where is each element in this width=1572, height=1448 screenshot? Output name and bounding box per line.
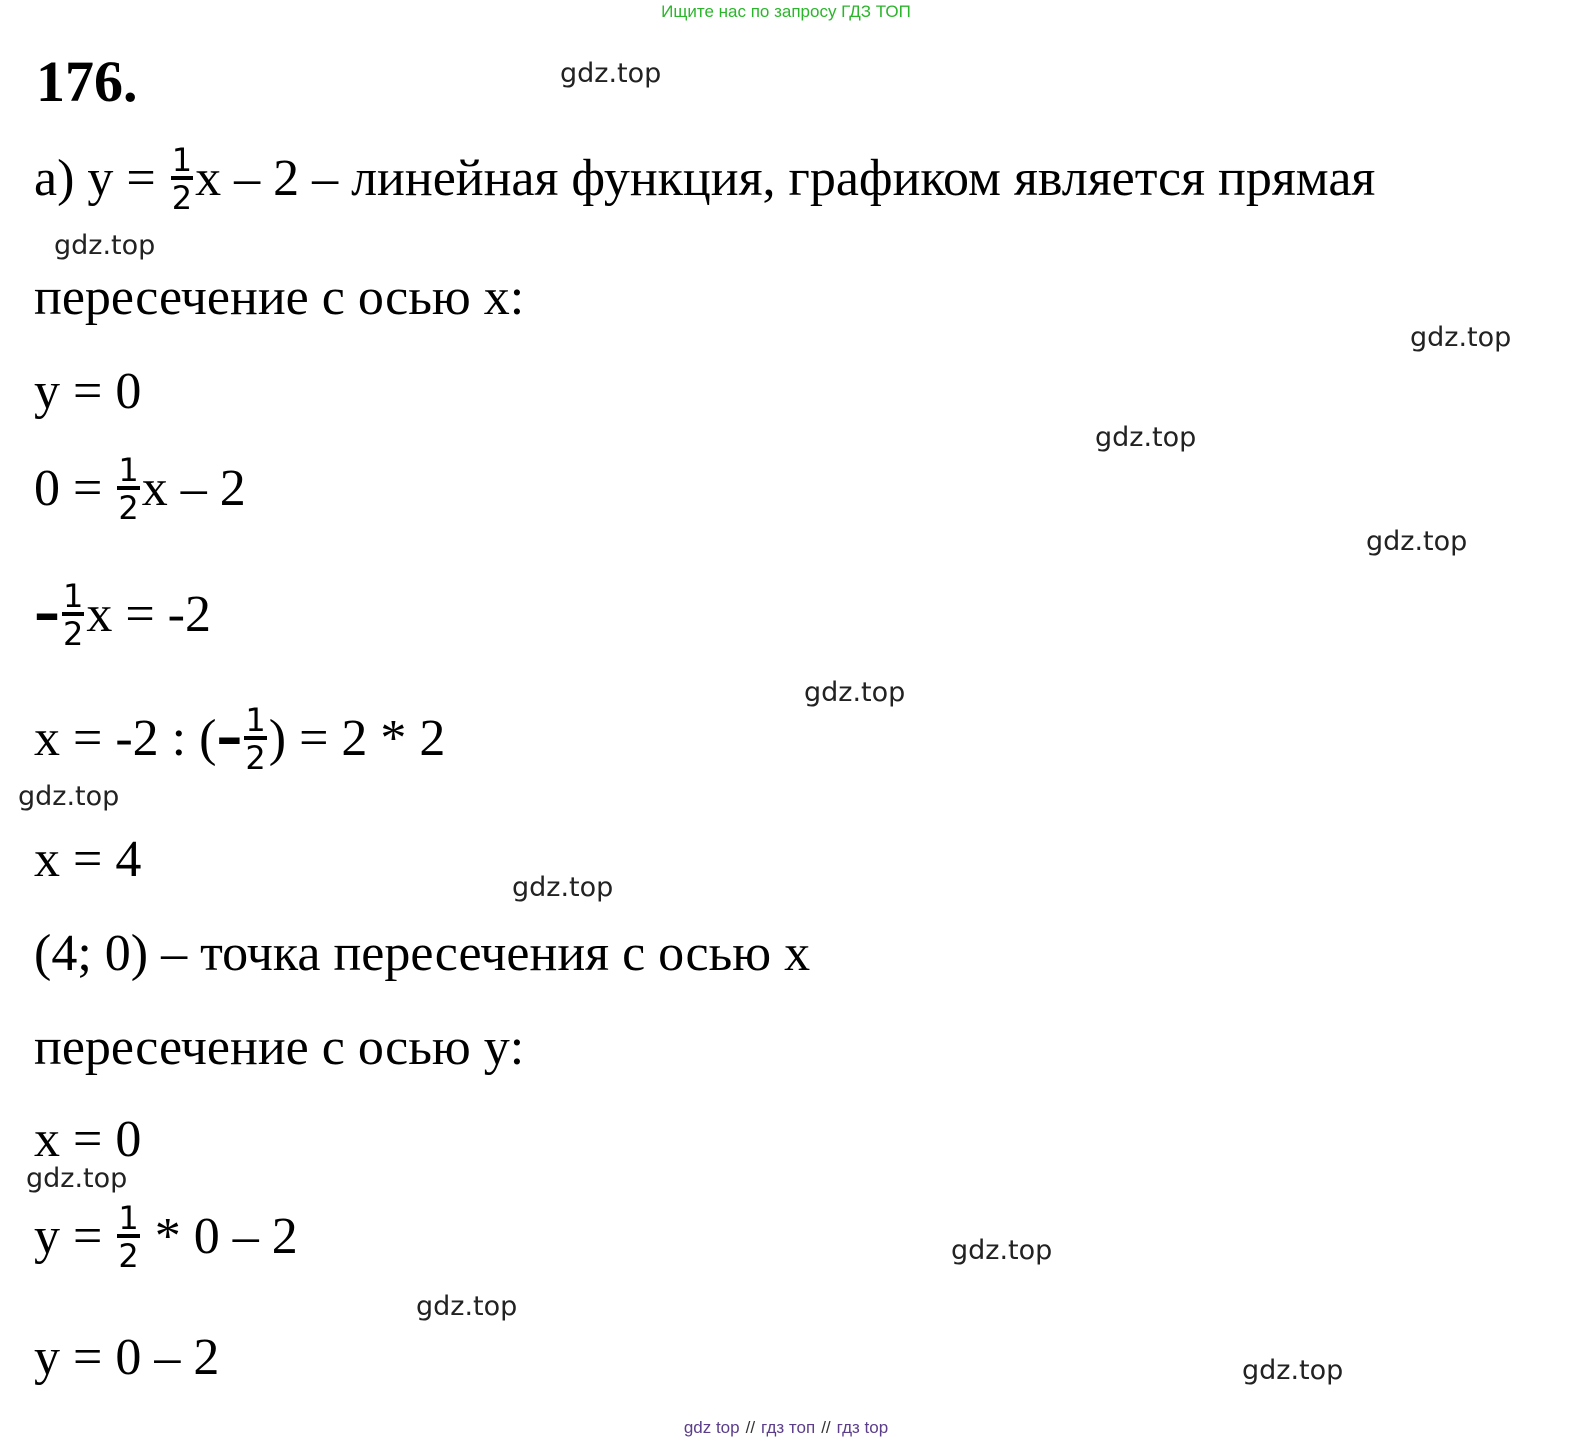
fraction-numerator: 1 (63, 577, 84, 615)
minus-sign: – (34, 583, 60, 644)
point-intersect-x: (4; 0) – точка пересечения с осью x (34, 925, 811, 982)
fraction-denominator: 2 (117, 486, 139, 524)
equation-3 (34, 577, 212, 654)
watermark: gdz.top (1242, 1355, 1344, 1386)
heading-intersect-y: пересечение с осью y: (34, 1019, 525, 1076)
watermark: gdz.top (1410, 322, 1512, 353)
fraction-one-half (117, 451, 139, 527)
line-a-rest: x – 2 – линейная функция, графиком является прямая (195, 149, 1376, 207)
fraction-numerator: 1 (245, 701, 266, 739)
equation-3-suffix: x = -2 (86, 585, 212, 643)
fraction-denominator: 2 (117, 1234, 139, 1272)
watermark: gdz.top (54, 230, 156, 261)
line-a-prefix: а) y = (34, 149, 169, 207)
fraction-one-half (244, 701, 266, 777)
watermark: gdz.top (560, 58, 662, 89)
watermark: gdz.top (804, 677, 906, 708)
equation-5-suffix: * 0 – 2 (141, 1207, 298, 1265)
equation-4-suffix: ) = 2 * 2 (268, 709, 446, 767)
fraction-denominator: 2 (244, 736, 266, 774)
problem-number: 176. (36, 49, 138, 114)
fraction-one-half (62, 577, 84, 653)
equation-2-suffix: x – 2 (141, 459, 246, 517)
footer-separator: // (821, 1418, 831, 1437)
footer (0, 1418, 1572, 1438)
equation-2 (34, 451, 246, 528)
fraction-denominator: 2 (171, 176, 193, 214)
equation-4 (34, 701, 446, 778)
equation-x-four: x = 4 (34, 831, 142, 888)
footer-link-gdz-top-mixed[interactable]: гдз top (836, 1418, 889, 1437)
equation-4-prefix: x = -2 : ( (34, 709, 217, 767)
fraction-denominator: 2 (62, 612, 84, 650)
search-banner: Ищите нас по запросу ГДЗ ТОП (661, 2, 911, 21)
watermark: gdz.top (1095, 422, 1197, 453)
fraction-one-half (171, 141, 193, 217)
watermark: gdz.top (512, 872, 614, 903)
footer-link-gdz-top[interactable]: gdz top (683, 1418, 740, 1437)
footer-separator: // (745, 1418, 756, 1437)
equation-5 (34, 1199, 298, 1276)
watermark: gdz.top (18, 781, 120, 812)
watermark: gdz.top (26, 1163, 128, 1194)
equation-x-zero: x = 0 (34, 1111, 142, 1168)
watermark: gdz.top (951, 1235, 1053, 1266)
heading-intersect-x: пересечение с осью x: (34, 269, 525, 326)
footer-link-gdz-top-ru[interactable]: гдз топ (761, 1418, 816, 1437)
minus-sign: – (216, 707, 243, 768)
watermark: gdz.top (1366, 526, 1468, 557)
equation-6: y = 0 – 2 (34, 1329, 220, 1386)
fraction-one-half (117, 1199, 139, 1275)
watermark: gdz.top (416, 1291, 518, 1322)
equation-5-prefix: y = (34, 1207, 116, 1265)
equation-2-prefix: 0 = (34, 459, 116, 517)
fraction-numerator: 1 (118, 1199, 139, 1237)
fraction-numerator: 1 (118, 451, 139, 489)
line-a-function (34, 141, 1376, 218)
equation-y-zero: y = 0 (34, 363, 142, 420)
fraction-numerator: 1 (171, 141, 193, 179)
